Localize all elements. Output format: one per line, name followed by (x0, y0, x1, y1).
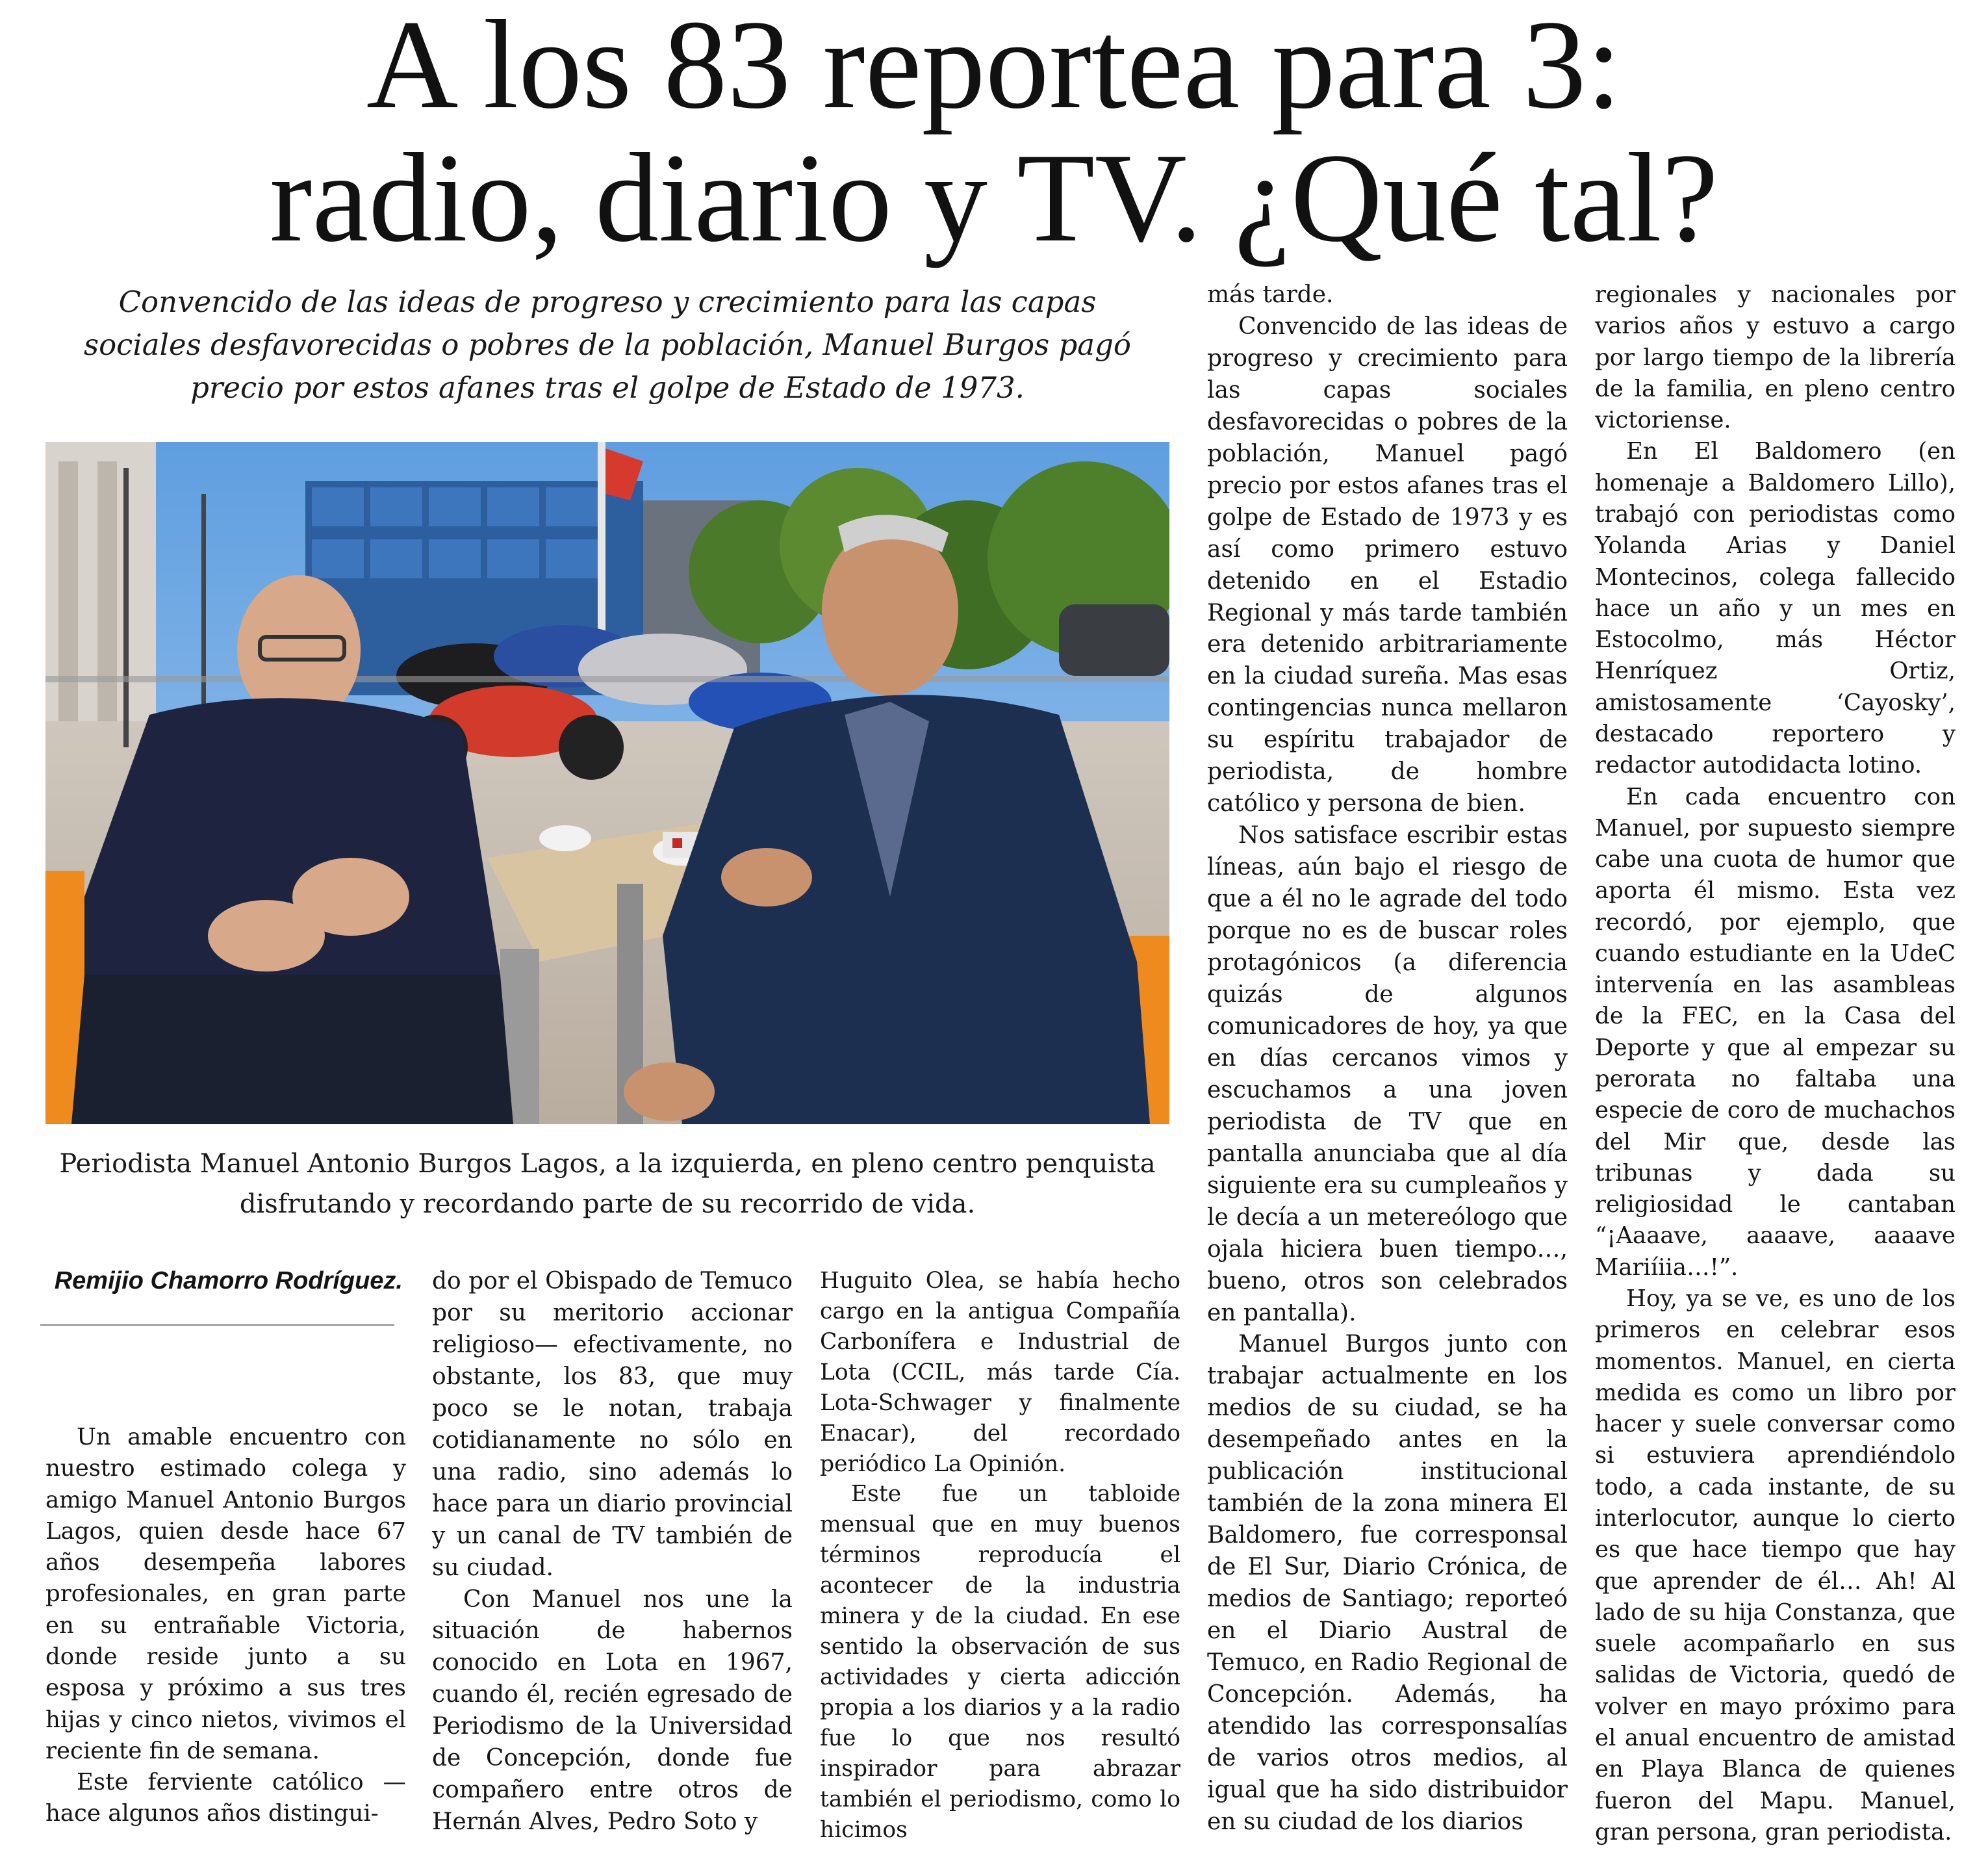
paragraph: Este fue un tabloide mensual que en muy buenos términos reproducía el acontecer de la industria minera y de la ciudad. En ese sentido la observación de sus actividades y cierta adicción propia a los diarios y a la radio fue lo que nos resultó inspirador para abrazar también el periodismo, como lo hicimos (820, 1481, 1180, 1843)
paragraph: Convencido de las ideas de progreso y crecimiento para las capas sociales desfavorecidas o pobres de la población, Manuel pagó precio por estos afanes tras el golpe de Estado de 1973 y es así como primero estuvo detenido en el Estadio Regional y más tarde también era detenido arbitrariamente en la ciudad sureña. Mas esas contingencias nunca mellaron su espíritu trabajador de periodista, de hombre católico y persona de bien. (1207, 313, 1568, 817)
article-column-1 (45, 1422, 406, 1830)
paragraph: do por el Obispado de Temuco por su meritorio accionar religioso— efectivamente, no obstante, los 83, que muy poco se le notan, trabaja cotidianamente no sólo en una radio, sino además lo hace para un diario provincial y un canal de TV también de su ciudad. (432, 1268, 793, 1581)
author-byline: Remijio Chamorro Rodríguez. (54, 1267, 403, 1294)
article-column-5 (1595, 279, 1956, 1848)
article-column-2 (432, 1266, 793, 1838)
photo-caption-line-2: disfrutando y recordando parte de su recorrido de vida. (239, 1189, 976, 1219)
article-column-4 (1207, 279, 1568, 1838)
paragraph: más tarde. (1207, 281, 1334, 308)
paragraph: Nos satisface escribir estas líneas, aún bajo el riesgo de que a él no le agrade del todo porque no es de buscar roles protagónicos (a diferencia quizás de algunos comunicadores de hoy, ya que en días cercanos vimos y escuchamos a una joven periodista de TV que en pantalla anunciaba que al día siguiente era su cumpleaños y le decía a un metereólogo que ojala hiciera buen tiempo…, bueno, otros son celebrados en pantalla). (1207, 822, 1568, 1326)
paragraph: Un amable encuentro con nuestro estimado colega y amigo Manuel Antonio Burgos Lagos, quien desde hace 67 años desempeña labores profesionales, en gran parte en su entrañable Victoria, donde reside junto a su esposa y próximo a sus tres hijas y cinco nietos, vivimos el reciente fin de semana. (45, 1424, 406, 1764)
headline-line-2: radio, diario y TV. ¿Qué tal? (270, 127, 1718, 268)
paragraph: Hoy, ya se ve, es uno de los primeros en celebrar esos momentos. Manuel, en cierta medida es como un libro por hacer y suele conversar como si estuviera aprendiéndolo todo, a cada instante, de su interlocutor, aunque lo cierto es que hace tiempo que hay que aprender de él… Ah! Al lado de su hija Constanza, que suele acompañarlo en sus salidas de Victoria, quedó de volver en mayo próximo para el anual encuentro de amistad en Playa Blanca de quienes fueron del Mapu. Manuel, gran persona, gran periodista. (1595, 1285, 1956, 1846)
paragraph: Este ferviente católico — hace algunos años distingui- (45, 1769, 406, 1827)
paragraph: regionales y nacionales por varios años y estuvo a cargo por largo tiempo de la librería de la familia, en pleno centro victoriense. (1595, 281, 1956, 434)
article-photo (45, 442, 1169, 1124)
deck-line-3: precio por estos afanes tras el golpe de Estado de 1973. (190, 370, 1025, 405)
paragraph: En El Baldomero (en homenaje a Baldomero Lillo), trabajó con periodistas como Yolanda Arias y Daniel Montecinos, colega fallecido hace un año y un mes en Estocolmo, más Héctor Henríquez Ortiz, amistosamente ‘Cayosky’, destacado reportero y redactor autodidacta lotino. (1595, 438, 1956, 779)
paragraph: Manuel Burgos junto con trabajar actualmente en los medios de su ciudad, se ha desempeñado antes en la publicación institucional también de la zona minera El Baldomero, fue corresponsal de El Sur, Diario Crónica, de medios de Santiago; reporteó en el Diario Austral de Temuco, en Radio Regional de Concepción. Además, ha atendido las corresponsalías de varios otros medios, al igual que ha sido distribuidor en su ciudad de los diarios (1207, 1331, 1568, 1835)
byline-divider (40, 1324, 394, 1326)
paragraph: En cada encuentro con Manuel, por supuesto siempre cabe una cuota de humor que aporta él mismo. Esta vez recordó, por ejemplo, que cuando estudiante en la UdeC intervenía en las asambleas de la FEC, en la Casa del Deporte y que al empezar su perorata no faltaba una especie de coro de muchachos del Mir que, desde las tribunas y dada su religiosidad le cantaban “¡Aaaave, aaaave, aaaave Mariíiia…!”. (1595, 783, 1956, 1281)
article-column-3 (820, 1266, 1180, 1846)
paragraph: Huguito Olea, se había hecho cargo en la antigua Compañía Carbonífera e Industrial de Lota (CCIL, más tarde Cía. Lota-Schwager y finalmente Enacar), del recordado periódico La Opinión. (820, 1268, 1180, 1477)
headline-line-1: A los 83 reportea para 3: (366, 0, 1622, 135)
deck-line-2: sociales desfavorecidas o pobres de la población, Manuel Burgos pagó (83, 328, 1132, 362)
photo-caption-line-1: Periodista Manuel Antonio Burgos Lagos, a la izquierda, en pleno centro penquista (59, 1149, 1156, 1179)
deck-line-1: Convencido de las ideas de progreso y crecimiento para las capas (118, 285, 1097, 319)
paragraph: Con Manuel nos une la situación de habernos conocido en Lota en 1967, cuando él, recién egresado de Periodismo de la Universidad de Concepción, donde fue compañero entre otros de Hernán Alves, Pedro Soto y (432, 1586, 793, 1836)
